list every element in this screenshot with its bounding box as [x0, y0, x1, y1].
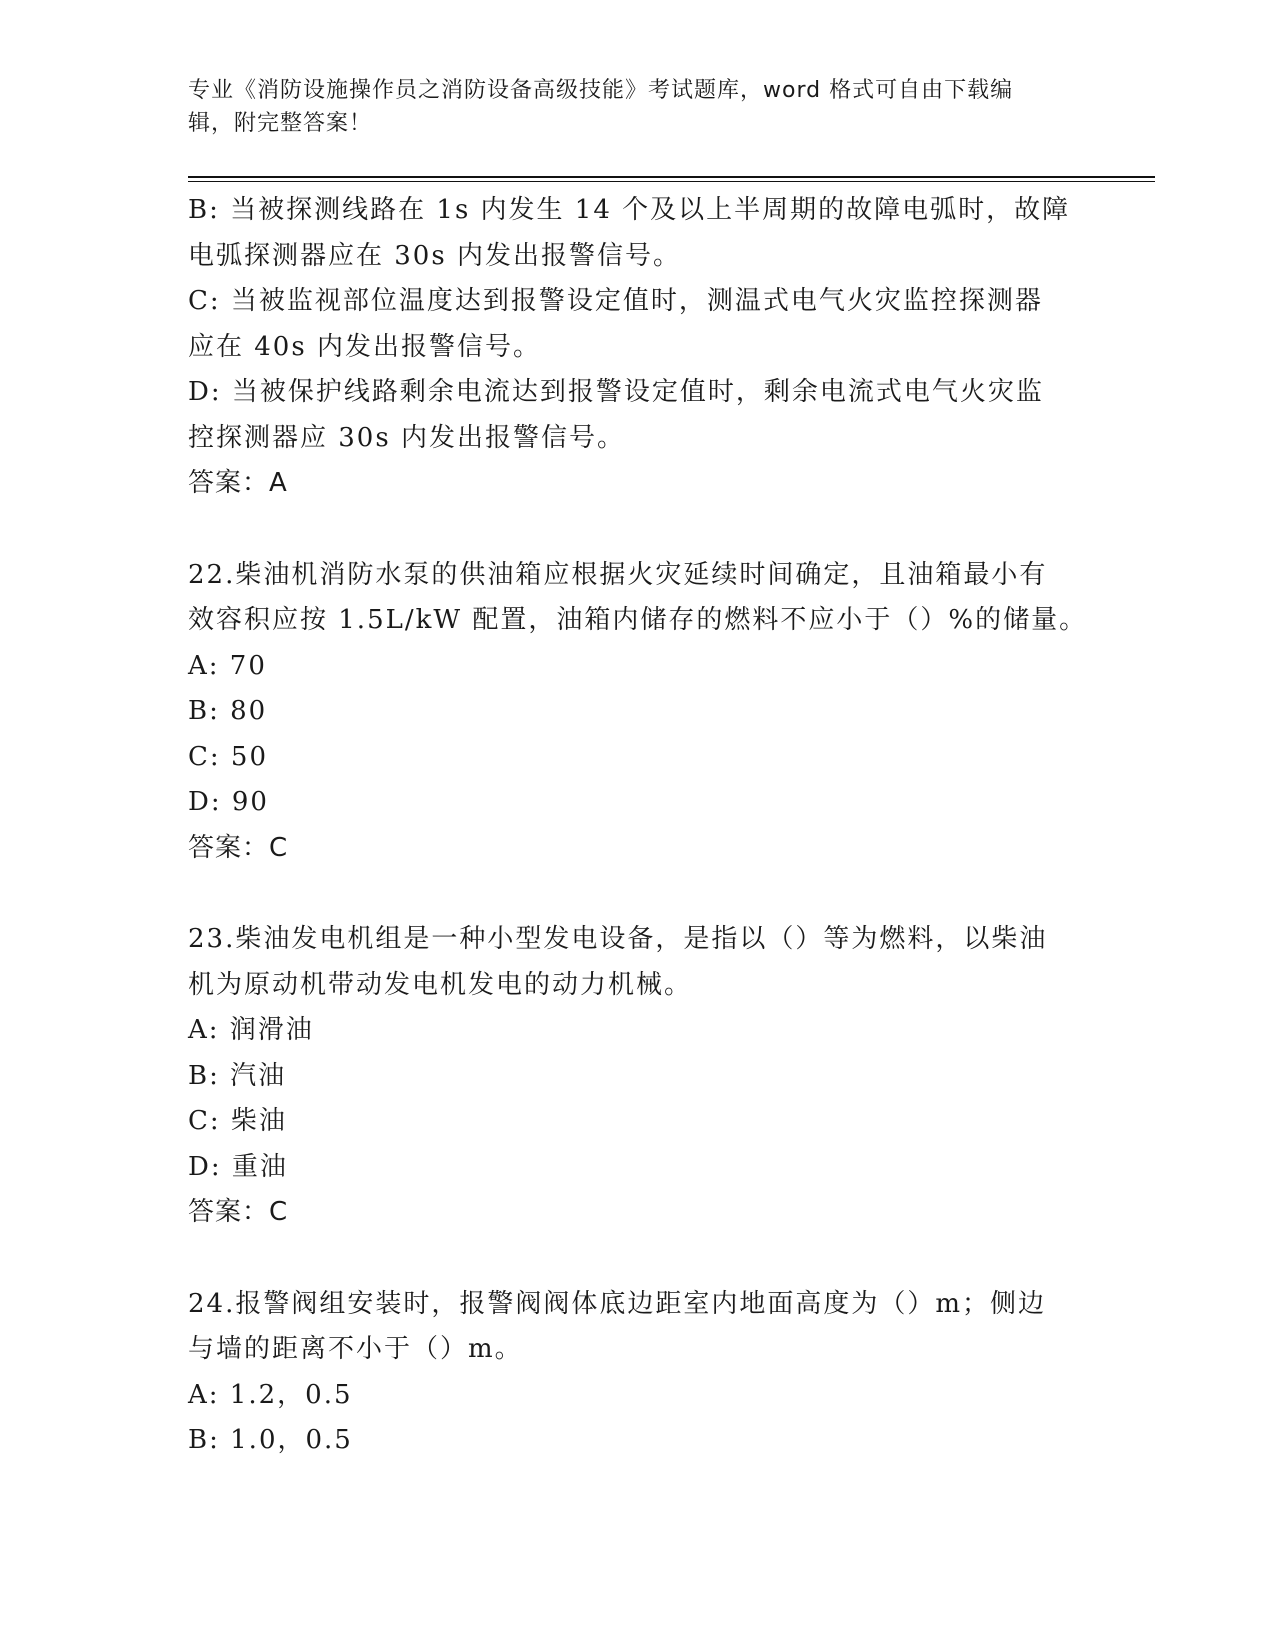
question-24: [188, 1282, 1088, 1464]
option-d: D: 重油: [188, 1151, 288, 1182]
option-d-line-2: 控探测器应 30s 内发出报警信号。: [188, 422, 625, 453]
question-content: [188, 188, 1088, 1464]
option-c-line-2: 应在 40s 内发出报警信号。: [188, 331, 541, 362]
question-spacer: [188, 871, 1088, 917]
option-b-line-1: B: 当被探测线路在 1s 内发生 14 个及以上半周期的故障电弧时，故障: [188, 195, 1071, 225]
question-stem-line-2: 效容积应按 1.5L/kW 配置，油箱内储存的燃料不应小于（）%的储量。: [188, 605, 1088, 635]
option-a: A: 70: [188, 650, 267, 681]
answer-label: 答案：A: [188, 468, 288, 498]
question-spacer: [188, 1236, 1088, 1282]
option-c: C: 柴油: [188, 1106, 287, 1136]
previous-question-options: [188, 188, 1088, 507]
question-22: [188, 553, 1088, 872]
header-divider-thick: [188, 176, 1155, 178]
option-b: B: 80: [188, 696, 268, 726]
question-stem-line-1: 22.柴油机消防水泵的供油箱应根据火灾延续时间确定，且油箱最小有: [188, 559, 1048, 590]
option-d-line-1: D: 当被保护线路剩余电流达到报警设定值时，剩余电流式电气火灾监: [188, 377, 1044, 407]
document-header: [188, 74, 1078, 140]
question-stem-line-1: 24.报警阀组安装时，报警阀阀体底边距室内地面高度为（）m；侧边: [188, 1288, 1047, 1319]
answer-label: 答案：C: [188, 1197, 289, 1227]
header-line-1: 专业《消防设施操作员之消防设备高级技能》考试题库，word 格式可自由下载编: [188, 78, 1014, 103]
header-line-2: 辑，附完整答案！: [188, 111, 373, 136]
answer-label: 答案：C: [188, 832, 289, 863]
option-d: D: 90: [188, 787, 269, 817]
option-a: A: 润滑油: [188, 1015, 314, 1045]
question-stem-line-2: 与墙的距离不小于（）m。: [188, 1334, 523, 1364]
question-23: [188, 917, 1088, 1236]
option-c: C: 50: [188, 741, 269, 772]
question-stem-line-1: 23.柴油发电机组是一种小型发电设备，是指以（）等为燃料，以柴油: [188, 924, 1048, 954]
option-b-line-2: 电弧探测器应在 30s 内发出报警信号。: [188, 240, 681, 271]
option-a: A: 1.2，0.5: [188, 1379, 353, 1410]
option-c-line-1: C: 当被监视部位温度达到报警设定值时，测温式电气火灾监控探测器: [188, 286, 1043, 316]
header-divider-thin: [188, 181, 1155, 182]
question-spacer: [188, 507, 1088, 553]
question-stem-line-2: 机为原动机带动发电机发电的动力机械。: [188, 969, 693, 1000]
option-b: B: 汽油: [188, 1060, 287, 1091]
option-b: B: 1.0，0.5: [188, 1425, 353, 1455]
